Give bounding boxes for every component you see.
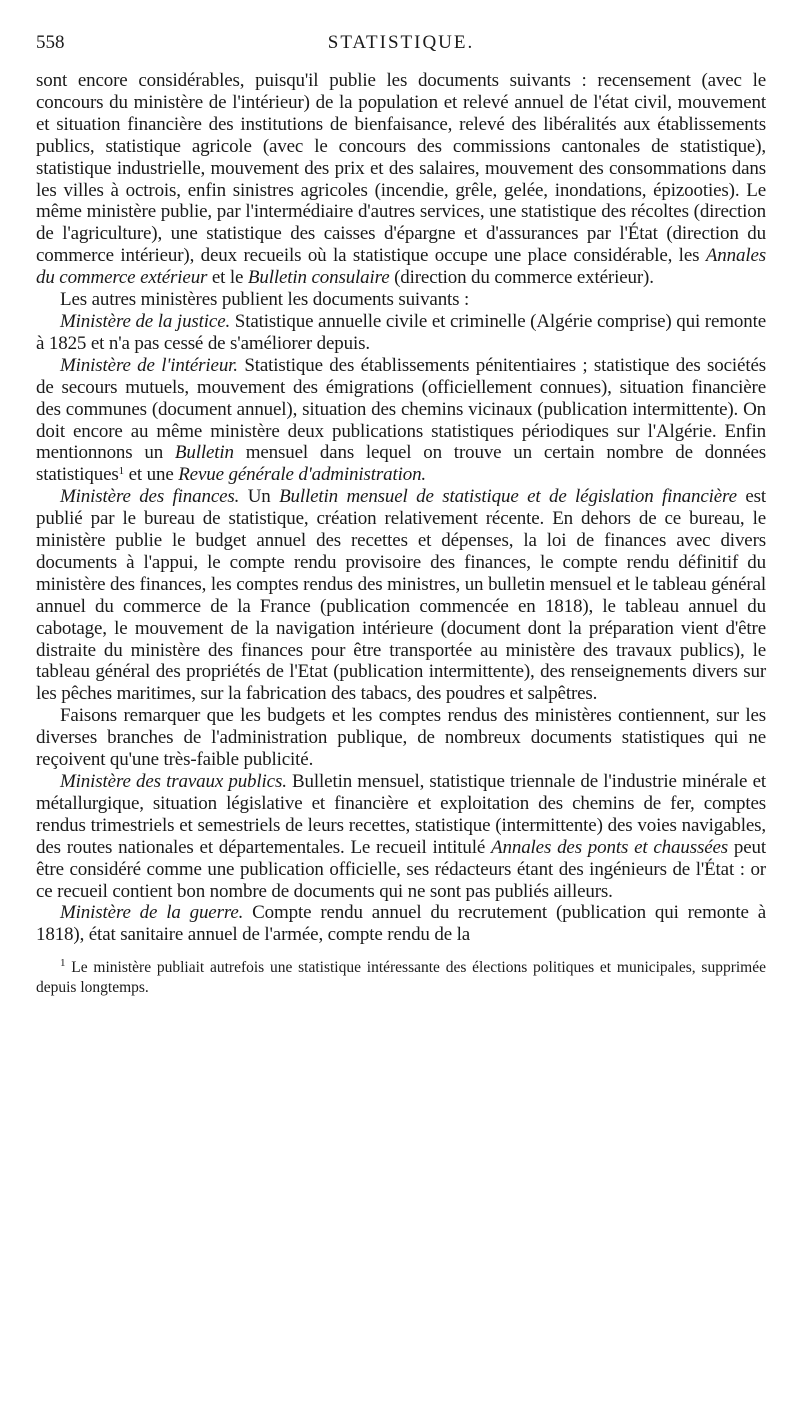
italic-text: Annales du commerce extérieur xyxy=(36,245,766,289)
italic-text: Ministère de l'intérieur. xyxy=(60,354,238,376)
text-run: (direction du commerce extérieur). xyxy=(389,267,654,289)
italic-text: Ministère des travaux publics. xyxy=(60,771,287,792)
paragraph xyxy=(36,70,766,289)
text-run: Statistique annuelle civile et criminelle (Algérie comprise) qui remonte à 1825 et n'a pas cessé de s'améliorer depuis. xyxy=(36,310,766,354)
italic-text: Ministère des finances. xyxy=(60,486,240,508)
text-run: Un xyxy=(239,486,280,508)
text-run: Statistique des établissements pénitentiaires ; statistique des sociétés de secours mutuels, mouvement des émigrations (officiellement connues), situation financière des communes (document annuel), situation des chemins vicinaux (publication intermittente). On doit encore au même ministère deux publications statistiques périodiques sur l'Algérie. Enfin mentionnons un xyxy=(36,354,766,464)
text-run: Bulletin mensuel, statistique triennale de l'industrie minérale et métallurgique, situation législative et financière et exploitation des chemins de fer, comptes rendus trimestriels et semestriels de leurs recettes, statistique (intermittente) des voies navigables, des routes nationales et départementales. Le recueil intitulé xyxy=(36,771,766,858)
footnote xyxy=(36,958,766,998)
running-head xyxy=(36,30,766,56)
italic-text: Ministère de la justice. xyxy=(60,310,231,332)
body-text xyxy=(36,70,766,946)
paragraph xyxy=(36,311,766,355)
paragraph xyxy=(36,486,766,705)
footnote-marker: 1 xyxy=(60,957,66,970)
paragraph xyxy=(36,355,766,486)
paragraph xyxy=(36,902,766,946)
running-title: STATISTIQUE. xyxy=(327,32,475,53)
paragraph xyxy=(36,705,766,771)
text-run: sont encore considérables, puisqu'il publie les documents suivants : recensement (avec le concours du ministère de l'intérieur) de la population et relevé annuel de l'état civil, mouvement et situation financière des institutions de bienfaisance, relevé des libéralités aux établissements publics, statistique agricole (avec le concours des commissions cantonales de statistique), statistique industrielle, mouvement des prix et des salaires, mouvement des consommations dans les villes à octrois, enfin sinistres agricoles (incendie, grêle, gelée, inondations, épizooties). Le même ministère publie, par l'intermédiaire d'autres services, une statistique des récoltes (direction de l'agriculture), une statistique des caisses d'épargne et d'assurances par l'État (direction du commerce intérieur), deux recueils où la statistique occupe une place considérable, les xyxy=(36,70,766,267)
page-number: 558 xyxy=(36,32,65,53)
text-run: Compte rendu annuel du recrutement (publication qui remonte à 1818), état sanitaire annuel de l'armée, compte rendu de la xyxy=(36,902,767,946)
italic-text: Bulletin xyxy=(174,442,234,464)
italic-text: Ministère de la guerre. xyxy=(60,902,244,924)
paragraph xyxy=(36,771,766,902)
text-run: Faisons remarquer que les budgets et les comptes rendus des ministères contiennent, sur les diverses branches de l'administration publique, de nombreux documents statistiques qui ne reçoivent qu'une très-faible publicité. xyxy=(36,705,766,771)
text-run: est publié par le bureau de statistique, création relativement récente. En dehors de ce bureau, le ministère publie le budget annuel des recettes et dépenses, la loi de finances avec divers documents à l'appui, le compte rendu provisoire des finances, le compte rendu définitif du ministère des finances, les comptes rendus des ministres, un bulletin mensuel et le tableau général annuel du commerce de la France (publication commencée en 1818), le tableau annuel du cabotage, le mouvement de la navigation intérieure (document dont la préparation vient d'être distraite du ministère des finances pour être transportée au ministère des travaux publics), le tableau général des propriétés de l'Etat (publication intermittente), des renseignements divers sur les pêches maritimes, sur la fabrication des tabacs, des poudres et salpêtres. xyxy=(36,486,766,705)
italic-text: Bulletin mensuel de statistique et de législation financière xyxy=(279,486,737,508)
page xyxy=(36,30,766,998)
text-run: et une xyxy=(124,464,179,486)
italic-text: Annales des ponts et chaussées xyxy=(491,836,729,858)
italic-text: Bulletin consulaire xyxy=(247,267,390,289)
text-run: Les autres ministères publient les documents suivants : xyxy=(60,289,470,311)
footnote-marker: 1 xyxy=(118,465,125,478)
text-run: peut être considéré comme une publication officielle, ses rédacteurs étant des ingénieurs de l'État : or ce recueil contient bon nombre de documents qui ne sont pas publiés ailleurs. xyxy=(36,836,766,902)
text-run: mensuel dans lequel on trouve un certain nombre de données statistiques xyxy=(36,442,766,486)
text-run: Le ministère publiait autrefois une statistique intéressante des élections politiques et municipales, supprimée depuis longtemps. xyxy=(36,959,766,997)
paragraph xyxy=(36,289,766,311)
italic-text: Revue générale d'administration. xyxy=(178,464,427,486)
footnotes xyxy=(36,958,766,998)
text-run: et le xyxy=(207,267,248,289)
